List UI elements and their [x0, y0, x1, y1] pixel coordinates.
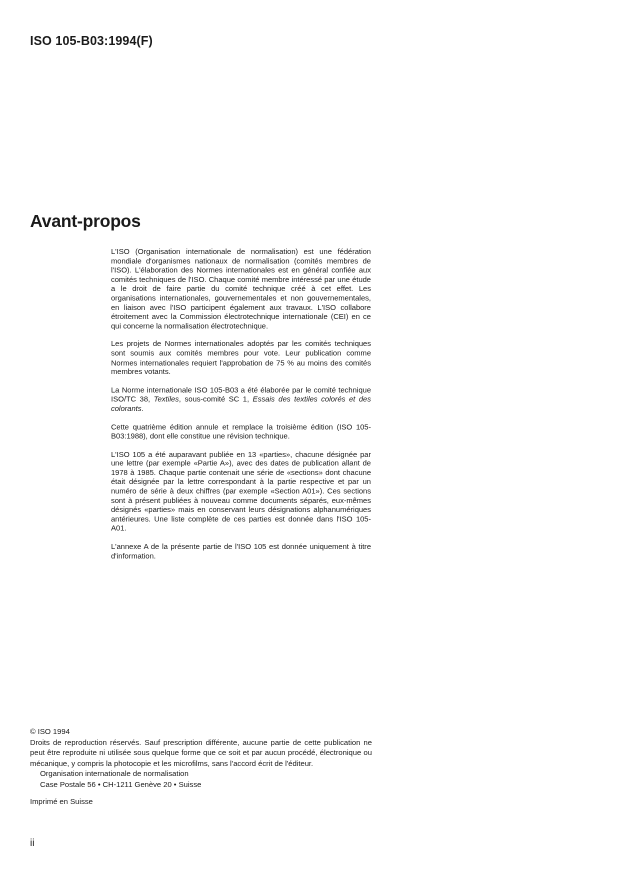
section-title: Avant-propos	[30, 211, 141, 231]
committee-text-b: , sous-comité SC 1,	[178, 395, 253, 404]
copyright-notice: © ISO 1994	[30, 727, 70, 736]
paragraph-edition: Cette quatrième édition annule et remplace la troisième édition (ISO 105-B03:1988), dont elle constitue une révision technique.	[111, 423, 371, 441]
publisher-address: Case Postale 56 • CH-1211 Genève 20 • Suisse	[40, 779, 202, 789]
printed-in: Imprimé en Suisse	[30, 796, 93, 806]
committee-text-a: La Norme internationale ISO 105-B03 a été élaborée par le comité technique ISO/TC 38,	[111, 386, 371, 404]
copyright-footer	[30, 727, 372, 807]
document-id-header: ISO 105-B03:1994(F)	[30, 34, 153, 48]
committee-subcommittee-title: Essais des textiles colorés et des colorants	[111, 395, 371, 414]
paragraph-annex: L'annexe A de la présente partie de l'ISO 105 est donnée uniquement à titre d'information.	[111, 543, 371, 561]
page-number: ii	[30, 838, 35, 849]
reproduction-rights: Droits de reproduction réservés. Sauf prescription différente, aucune partie de cette publication ne peut être reproduite ni utilisée sous quelque forme que ce soit et par aucun procédé, électronique ou mécanique, y compris la photocopie et les microfilms, sans l'accord écrit de l'éditeur.	[30, 737, 372, 768]
publisher-name: Organisation internationale de normalisation	[40, 769, 189, 779]
committee-text-c: .	[141, 405, 144, 414]
paragraph-draft-standards: Les projets de Normes internationales adoptés par les comités techniques sont soumis aux comités membres pour vote. Leur publication comme Normes internationales requiert l'approbation de 75 % au moins des comités membres votants.	[111, 340, 371, 377]
paragraph-iso-organisation: L'ISO (Organisation internationale de normalisation) est une fédération mondiale d'organismes nationaux de normalisation (comités membres de l'ISO). L'élaboration des Normes internationales est en général confiée aux comités techniques de l'ISO. Chaque comité membre intéressé par une étude a le droit de faire partie du comité technique créé à cet effet. Les organisations internationales, gouvernementales et non gouvernementales, en liaison avec l'ISO participent également aux travaux. L'ISO collabore étroitement avec la Commission électrotechnique internationale (CEI) en ce qui concerne la normalisation électrotechnique.	[111, 248, 371, 331]
committee-textiles: Textiles	[153, 395, 179, 404]
paragraph-parts-history: L'ISO 105 a été auparavant publiée en 13 «parties», chacune désignée par une lettre (par exemple «Partie A»), avec des dates de publication allant de 1978 à 1985. Chaque partie contenait une série de «sections» dont chacune était désignée par la lettre correspondant à la partie respective et par un numéro de série à deux chiffres (par exemple «Section A01»). Ces sections sont à présent publiées à nouveau comme documents séparés, eux-mêmes désignés «parties» mais en conservant leurs désignations alphanumériques antérieures. Une liste complète de ces parties est donnée dans l'ISO 105-A01.	[111, 450, 371, 534]
foreword-content	[111, 248, 371, 562]
paragraph-committee	[111, 386, 371, 414]
